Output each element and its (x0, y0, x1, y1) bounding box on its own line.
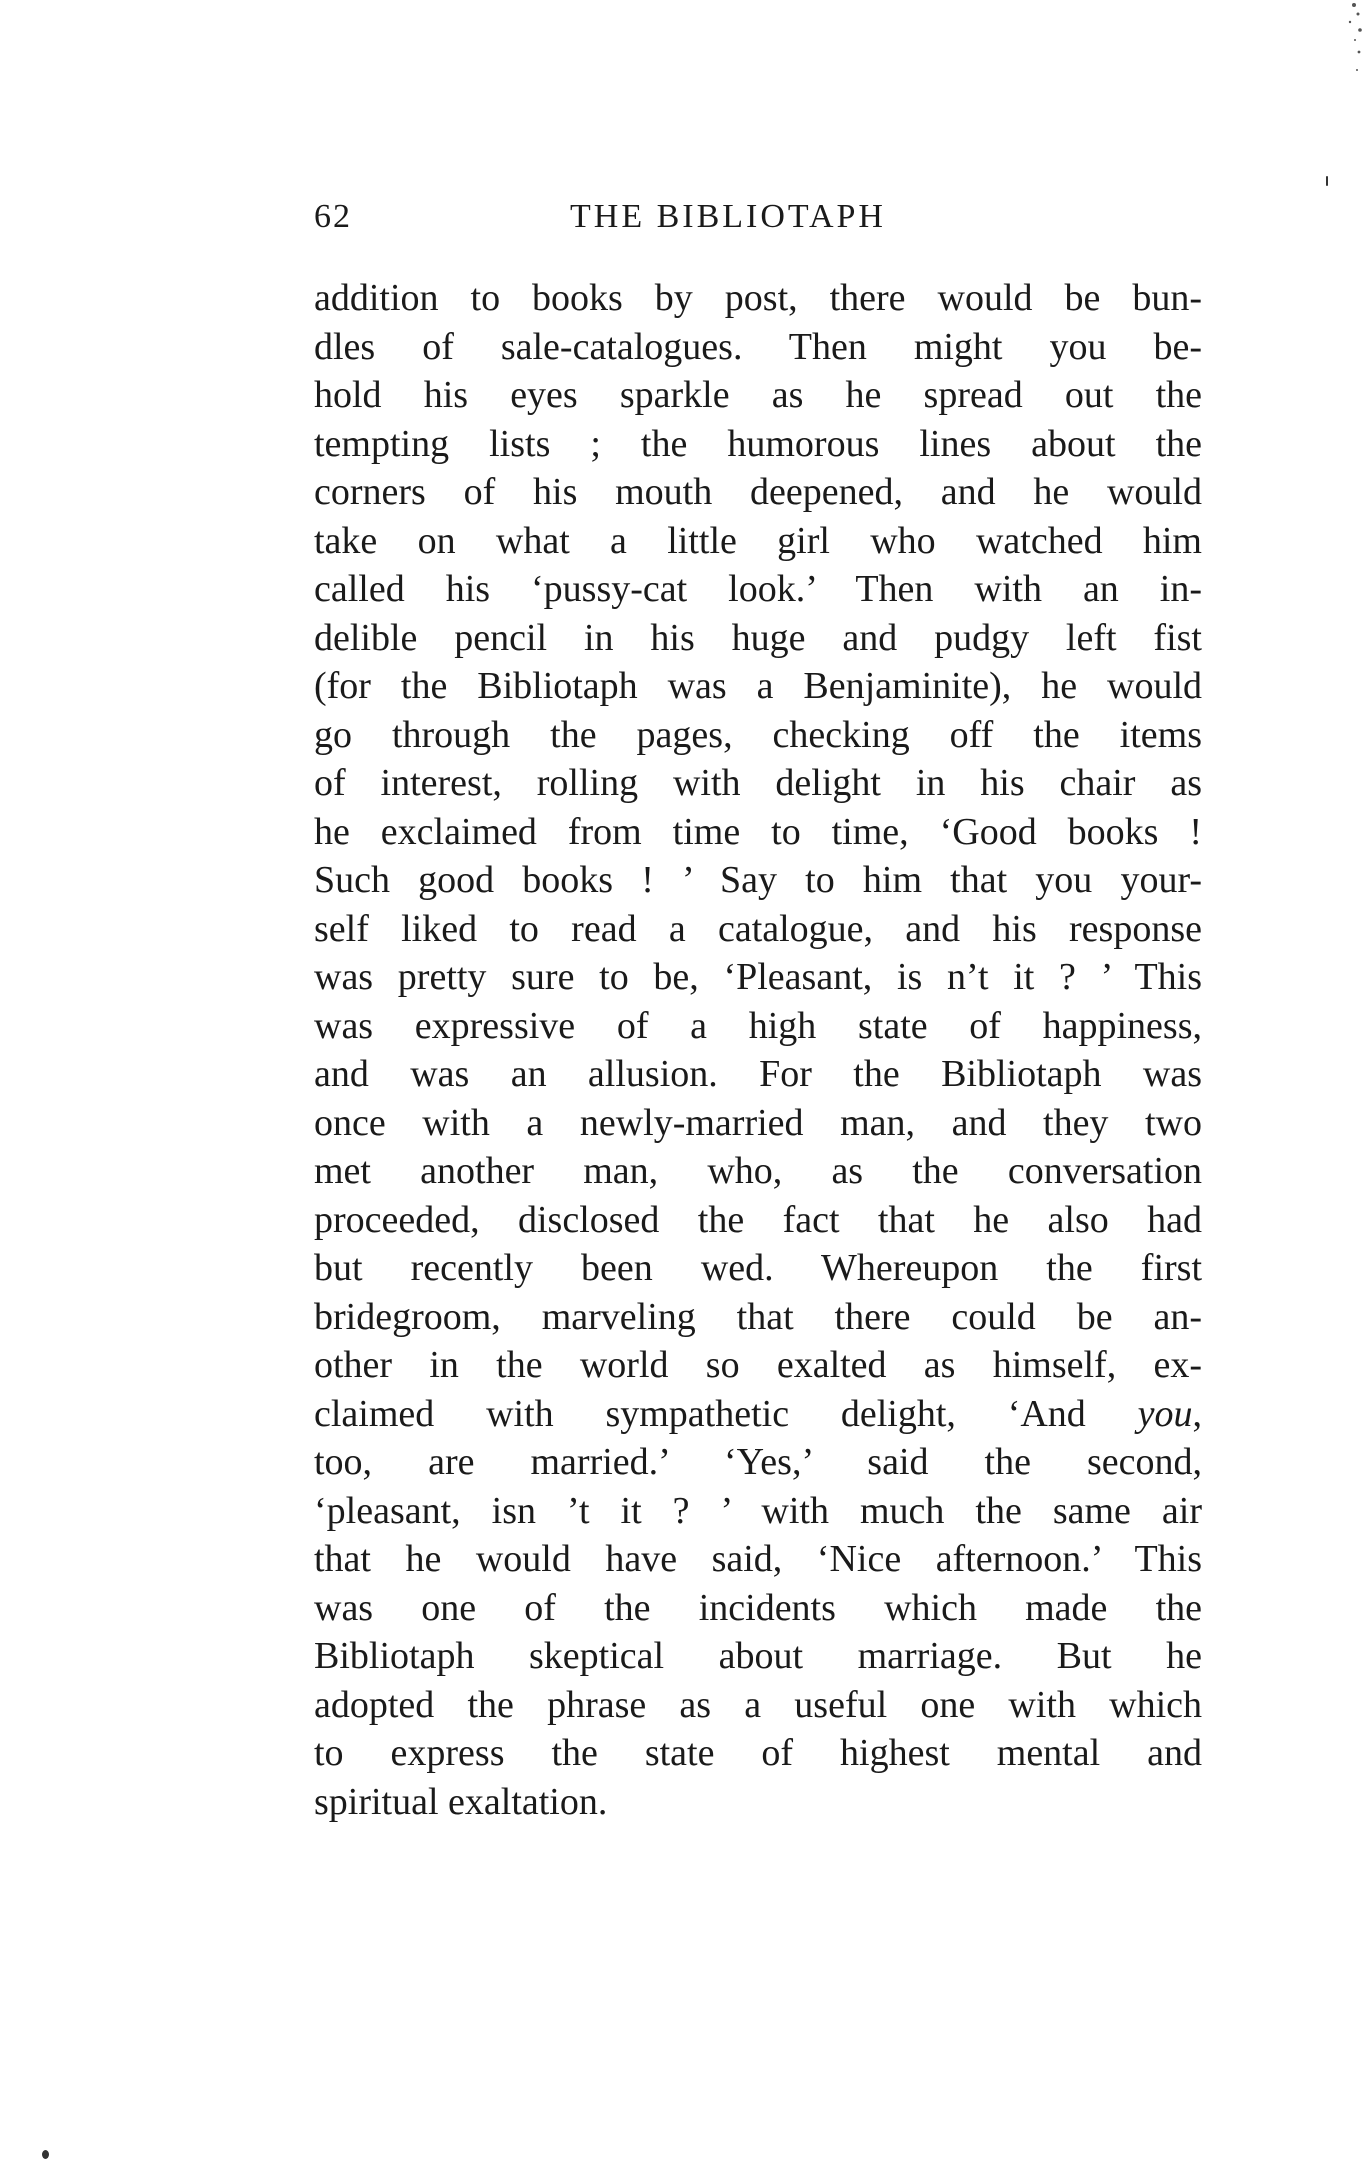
emphasis-word: you (1137, 1392, 1193, 1435)
text-line: was one of the incidents which made the (314, 1586, 1202, 1629)
text-line: that he would have said, ‘Nice afternoon.’ This (314, 1538, 1202, 1580)
text-line: he exclaimed from time to time, ‘Good books ! (314, 810, 1202, 853)
text-line: proceeded, disclosed the fact that he also had (314, 1198, 1202, 1241)
text-line: Bibliotaph skeptical about marriage. But he (314, 1635, 1202, 1677)
text-line: dles of sale-catalogues. Then might you be- (314, 325, 1202, 368)
text-line: too, are married.’ ‘Yes,’ said the second, (314, 1441, 1202, 1483)
body-text (314, 274, 1202, 1826)
page-number: 62 (314, 198, 352, 235)
text-line: was pretty sure to be, ‘Pleasant, is n’t it ? ’ This (314, 956, 1202, 998)
text-line: was expressive of a high state of happiness, (314, 1004, 1202, 1047)
text-line: take on what a little girl who watched him (314, 519, 1202, 562)
text-line: but recently been wed. Whereupon the first (314, 1247, 1202, 1289)
text-line: corners of his mouth deepened, and he would (314, 471, 1202, 513)
text-line: Such good books ! ’ Say to him that you your- (314, 859, 1202, 901)
text-line: tempting lists ; the humorous lines about the (314, 422, 1202, 465)
text-line: called his ‘pussy-cat look.’ Then with an in- (314, 568, 1202, 610)
print-speck (42, 2150, 49, 2159)
text-line: of interest, rolling with delight in his chair as (314, 762, 1202, 804)
text-line: other in the world so exalted as himself, ex- (314, 1344, 1202, 1386)
text-line: self liked to read a catalogue, and his response (314, 907, 1202, 950)
text-line: hold his eyes sparkle as he spread out the (314, 374, 1202, 416)
text-line: ‘pleasant, isn ’t it ? ’ with much the same air (314, 1489, 1202, 1532)
text-line: go through the pages, checking off the items (314, 713, 1202, 756)
text-line: met another man, who, as the conversation (314, 1150, 1202, 1192)
text-line: to express the state of highest mental and (314, 1732, 1202, 1774)
text-line: and was an allusion. For the Bibliotaph was (314, 1053, 1202, 1095)
scan-edge-artifact (1324, 0, 1364, 160)
text-line: delible pencil in his huge and pudgy left fist (314, 616, 1202, 659)
text-line: (for the Bibliotaph was a Benjaminite), he would (314, 665, 1202, 707)
text-line: once with a newly-married man, and they two (314, 1101, 1202, 1144)
print-speck (1326, 176, 1328, 186)
running-title: THE BIBLIOTAPH (570, 198, 886, 235)
text-line: spiritual exaltation. (314, 1780, 608, 1823)
text-line: bridegroom, marveling that there could be an- (314, 1295, 1202, 1338)
running-head (314, 198, 1202, 248)
text-line: claimed with sympathetic delight, ‘And you, (314, 1392, 1202, 1435)
text-line: addition to books by post, there would be bun- (314, 277, 1202, 319)
text-line: adopted the phrase as a useful one with which (314, 1683, 1202, 1726)
